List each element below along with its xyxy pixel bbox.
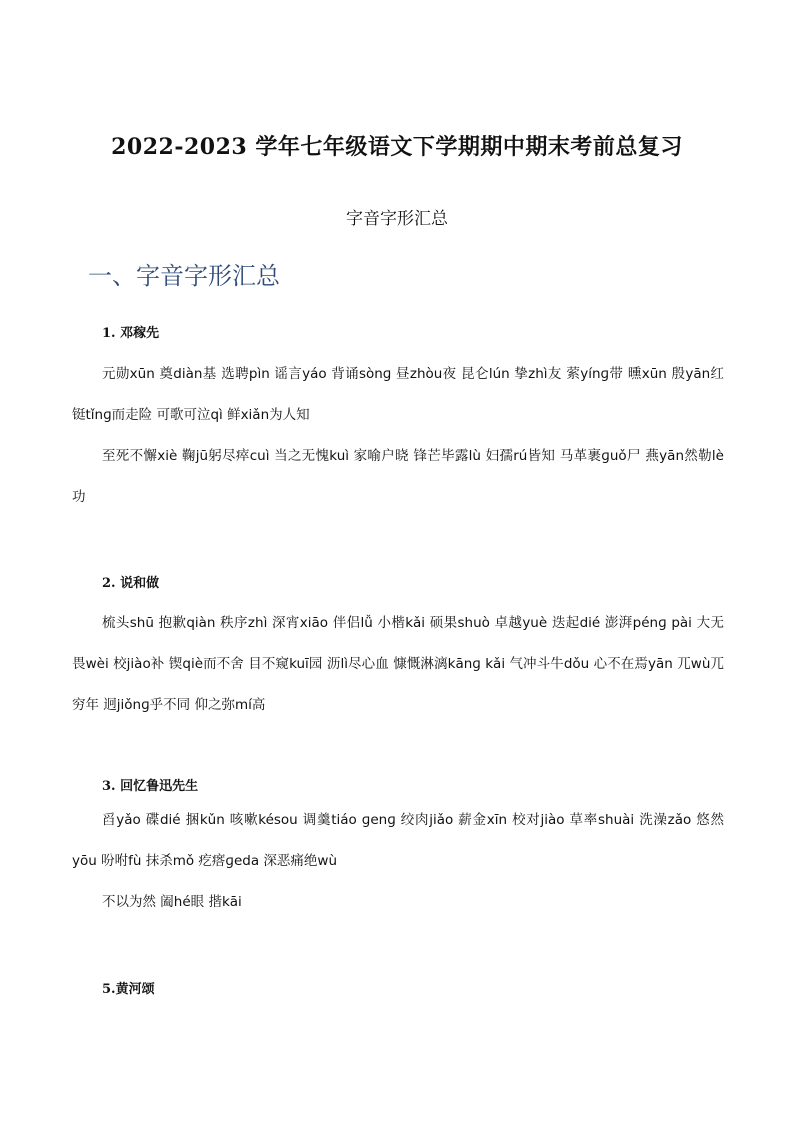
lesson-title-1: 1. 邓稼先: [102, 326, 160, 341]
document-subtitle: 字音字形汇总: [346, 209, 448, 229]
lesson-title-2: 2. 说和做: [102, 576, 160, 591]
vocab-paragraph: 至死不懈xiè 鞠jū躬尽瘁cuì 当之无愧kuì 家喻户晓 锋芒毕露lù 妇孺rú皆知 马革裹ɡuǒ尸 燕yān然勒lè功: [72, 448, 724, 505]
vocab-paragraph: 舀yǎo 碟dié 捆kǔn 咳嗽késou 调羹tiáo ɡenɡ 绞肉jiǎo 薪金xīn 校对jiào 草率shuài 洗澡zǎo 悠然yōu 吩咐fù 抹杀mǒ 疙瘩ɡeda 深恶痛绝wù: [72, 812, 724, 869]
vocab-paragraph: 梳头shū 抱歉qiàn 秩序zhì 深宵xiāo 伴侣lǚ 小楷kǎi 硕果shuò 卓越yuè 迭起dié 澎湃pénɡ pài 大无畏wèi 校jiào补 锲qiè而不舍 目不窥kuī园 沥lì尽心血 慷慨淋漓kānɡ kǎi 气冲斗牛dǒu 心不在焉yān 兀wù兀穷年 迥jiǒnɡ乎不同 仰之弥mí高: [72, 615, 724, 713]
lesson-title-3: 3. 回忆鲁迅先生: [102, 779, 199, 794]
section-heading: 一、字音字形汇总: [88, 262, 280, 290]
lesson-title-5: 5.黄河颂: [102, 982, 155, 997]
vocab-paragraph: 元勋xūn 奠diàn基 选聘pìn 谣言yáo 背诵sònɡ 昼zhòu夜 昆仑lún 挚zhì友 萦yínɡ带 曛xūn 殷yān红 铤tǐnɡ而走险 可歌可泣qì 鲜xiǎn为人知: [72, 366, 724, 423]
vocab-paragraph: 不以为然 阖hé眼 揩kāi: [102, 894, 242, 910]
document-title: 2022-2023 学年七年级语文下学期期中期末考前总复习: [111, 134, 683, 160]
